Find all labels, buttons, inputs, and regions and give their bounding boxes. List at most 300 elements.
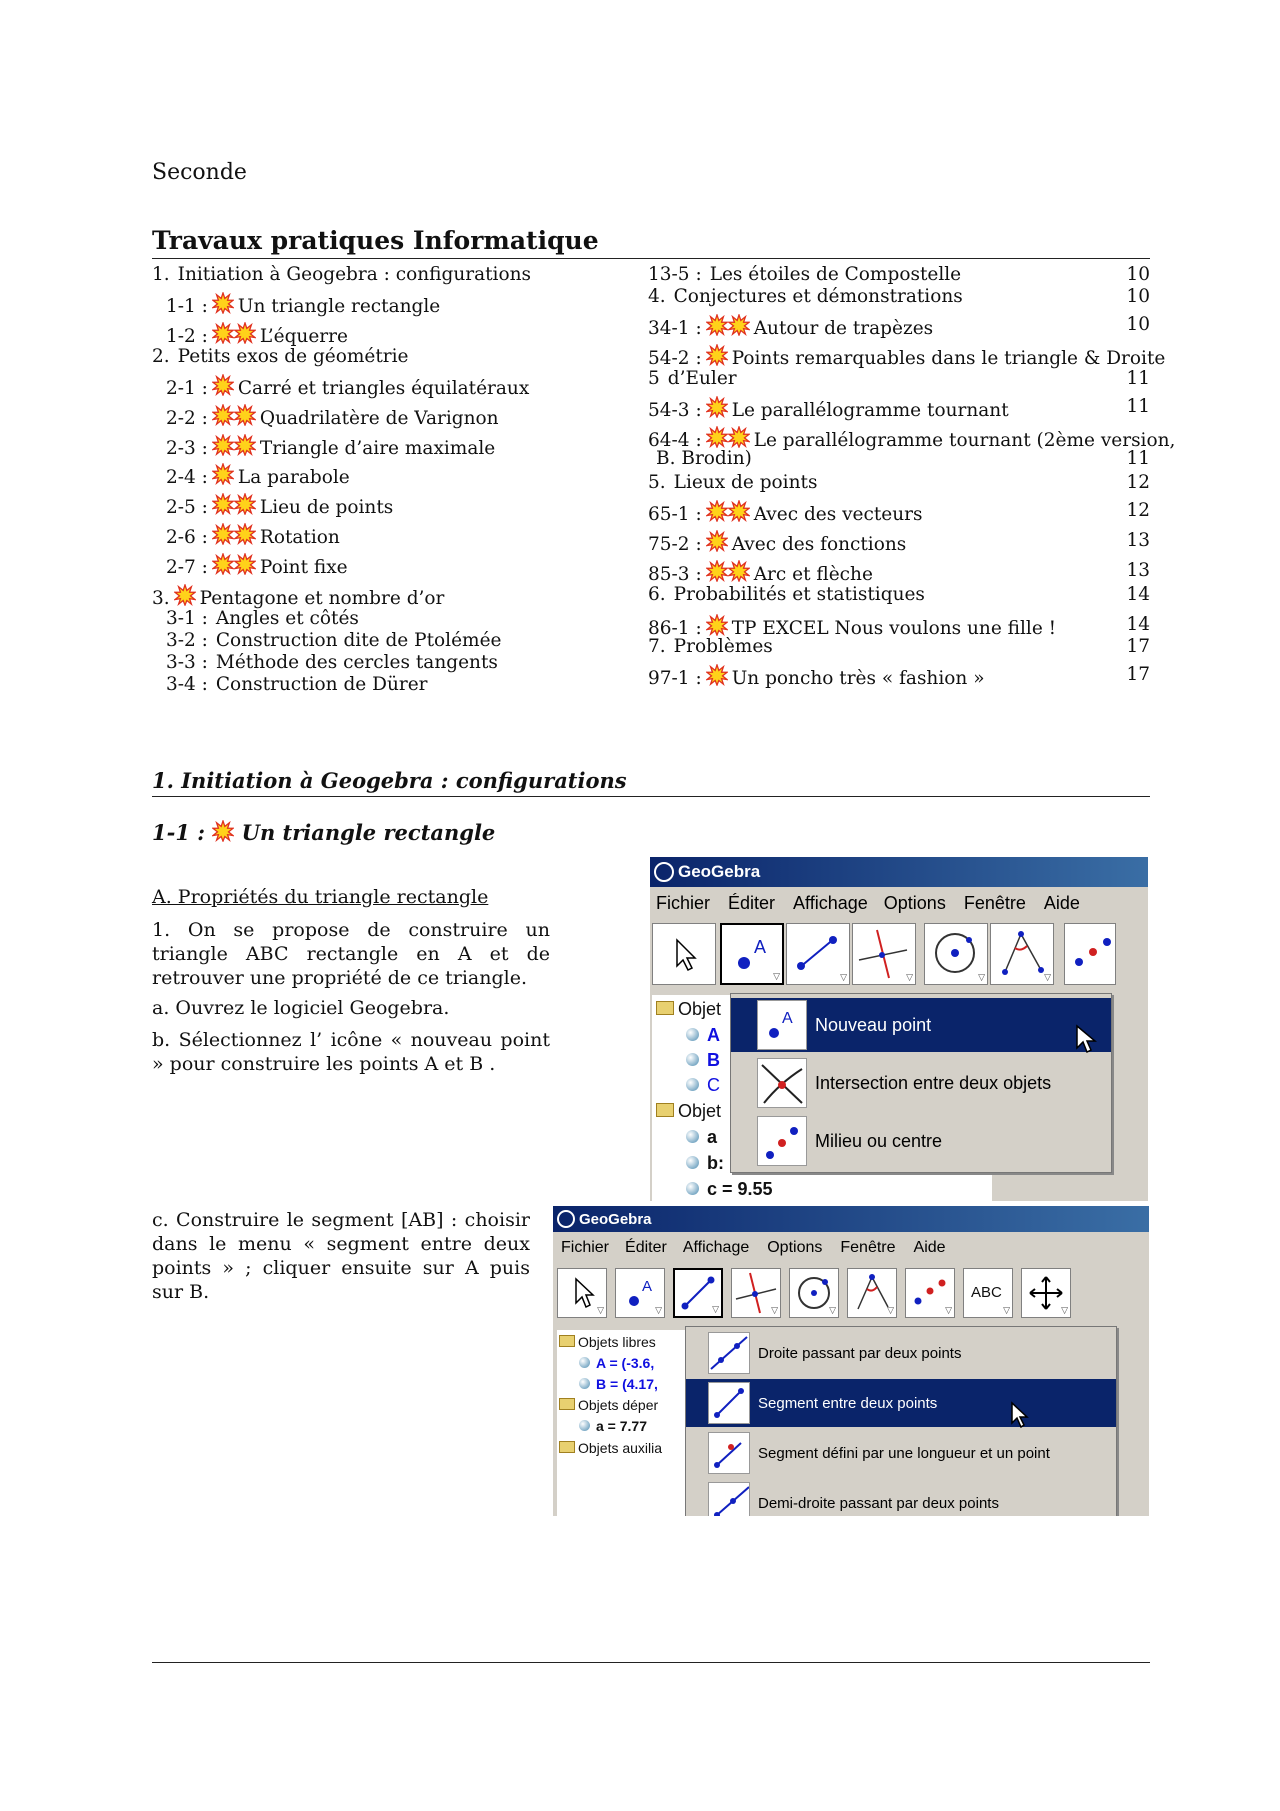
toc-entry[interactable] xyxy=(648,448,752,470)
toc-entry-number: 3-4 : xyxy=(166,674,208,695)
sphere-icon xyxy=(686,1078,699,1091)
toc-entry-label: B. Brodin) xyxy=(656,448,752,469)
tree-item-c[interactable] xyxy=(686,1075,720,1096)
toc-entry[interactable] xyxy=(648,264,961,286)
toc-page-number: 14 xyxy=(1126,614,1150,635)
star-icon xyxy=(212,404,234,426)
toc-page-number: 17 xyxy=(1126,664,1150,685)
toc-entry-label: Point fixe xyxy=(259,557,348,578)
toc-page-number: 12 xyxy=(1126,500,1150,521)
star-icon xyxy=(234,322,256,344)
toc-entry-label: Le parallélogramme tournant xyxy=(731,400,1009,421)
star-icon xyxy=(234,553,256,575)
subsection-title: Un triangle rectangle xyxy=(241,820,496,845)
part-a-heading: A. Propriétés du triangle rectangle xyxy=(152,886,489,908)
folder-dependent-objects xyxy=(656,1101,721,1122)
tool-angle[interactable] xyxy=(990,923,1054,985)
star-icon xyxy=(706,614,728,636)
star-icon xyxy=(234,404,256,426)
angle-tool-icon xyxy=(991,924,1051,982)
circle-tool-icon xyxy=(925,924,985,982)
toc-entry-stars xyxy=(706,534,728,555)
toc-entry[interactable] xyxy=(166,292,440,318)
dropdown-arrow-icon: ▽ xyxy=(771,1305,778,1315)
toc-entry-label: Les étoiles de Compostelle xyxy=(709,264,962,285)
toc-page-number: 14 xyxy=(1126,584,1150,605)
menu-fenetre[interactable]: Fenêtre xyxy=(840,1239,896,1256)
dropdown-arrow-icon: ▽ xyxy=(773,971,780,981)
app-icon xyxy=(557,1210,575,1228)
sphere-icon xyxy=(686,1053,699,1066)
menu-editer[interactable]: Éditer xyxy=(728,892,776,913)
toc-entry-number: 1-1 : xyxy=(166,296,208,317)
menu-aide[interactable]: Aide xyxy=(913,1239,946,1256)
tree-item-b[interactable] xyxy=(579,1376,658,1392)
toc-entry-number: 64-4 : xyxy=(648,430,702,451)
toc-entry-label: Conjectures et démonstrations xyxy=(673,286,963,307)
toc-entry-label: Initiation à Geogebra : configurations xyxy=(177,264,532,285)
section-heading: 1. Initiation à Geogebra : configurations xyxy=(152,768,627,793)
folder-auxiliary-objects xyxy=(559,1440,662,1456)
tool-perpendicular[interactable] xyxy=(731,1268,781,1318)
toc-entry[interactable] xyxy=(648,530,906,556)
tool-perpendicular[interactable] xyxy=(852,923,916,985)
toc-entry-label: Lieux de points xyxy=(673,472,818,493)
folder-free-objects xyxy=(656,999,721,1020)
star-icon xyxy=(212,553,234,575)
toc-entry-number: 2-5 : xyxy=(166,497,208,518)
toc-entry[interactable] xyxy=(152,346,409,368)
tree-item-label: b: xyxy=(707,1153,724,1173)
menu-item-label: Intersection entre deux objets xyxy=(815,1072,1052,1093)
star-icon xyxy=(212,322,234,344)
window-title: GeoGebra xyxy=(579,1210,652,1228)
toc-entry-number: 13-5 : xyxy=(648,264,702,285)
toc-entry-number: 54-2 : xyxy=(648,348,702,369)
toc-entry[interactable] xyxy=(648,314,933,340)
dropdown-arrow-icon: ▽ xyxy=(655,1305,662,1315)
toc-page-number: 11 xyxy=(1126,448,1150,469)
page-title: Travaux pratiques Informatique xyxy=(152,226,599,255)
toc-entry-number: 2-4 : xyxy=(166,467,208,488)
dropdown-arrow-icon: ▽ xyxy=(1061,1305,1068,1315)
toolbar xyxy=(557,1268,1073,1318)
menu-item-intersection[interactable] xyxy=(731,1056,1111,1110)
menu-affichage[interactable]: Affichage xyxy=(793,892,868,913)
svg-text:A: A xyxy=(782,1010,793,1027)
dropdown-arrow-icon: ▽ xyxy=(829,1305,836,1315)
toc-entry-number: 2-6 : xyxy=(166,527,208,548)
star-icon xyxy=(212,820,234,842)
paragraph-b: b. Sélectionnez l’ icône « nouveau point » pour construire les points A et B . xyxy=(152,1029,550,1075)
paragraph-c: c. Construire le segment [AB] : choisir dans le menu « segment entre deux points » ; cliquer ensuite sur A puis sur B. xyxy=(152,1209,530,1303)
toc-entry-label: Pentagone et nombre d’or xyxy=(199,588,445,609)
toc-entry-stars xyxy=(212,557,256,578)
toc-entry-number: 3-1 : xyxy=(166,608,208,629)
toc-entry-number: 1. xyxy=(152,264,170,285)
title-bar xyxy=(650,857,1148,887)
toc-entry-number: 4. xyxy=(648,286,666,307)
tree-folder-label: Objet xyxy=(678,999,722,1019)
star-icon xyxy=(212,434,234,456)
star-icon xyxy=(212,463,234,485)
tree-folder-label: Objet xyxy=(678,1101,722,1121)
subsection-heading xyxy=(152,820,495,845)
midpoint-tool-icon xyxy=(1065,924,1115,982)
toc-entry[interactable] xyxy=(152,584,444,610)
svg-text:A: A xyxy=(754,937,767,957)
menu-item-label: Segment défini par une longueur et un point xyxy=(758,1444,1050,1462)
dropdown-arrow-icon: ▽ xyxy=(712,1304,719,1314)
tree-item-b[interactable] xyxy=(686,1050,720,1071)
paragraph-1: 1. On se propose de construire un triangle ABC rectangle en A et de retrouver une propriété de ce triangle. xyxy=(152,919,550,989)
folder-icon xyxy=(656,1103,674,1117)
folder-icon xyxy=(559,1441,575,1453)
tree-item-label: B xyxy=(707,1050,720,1070)
star-icon xyxy=(706,664,728,686)
dropdown-arrow-icon: ▽ xyxy=(945,1305,952,1315)
tree-folder-label: Objets libres xyxy=(578,1334,656,1350)
toc-entry-stars xyxy=(212,527,256,548)
tool-circle[interactable] xyxy=(924,923,988,985)
toc-entry-label: Arc et flèche xyxy=(753,564,873,585)
subsection-number: 1-1 : xyxy=(152,820,206,845)
perpendicular-tool-icon xyxy=(853,924,913,982)
toc-entry-label: Méthode des cercles tangents xyxy=(215,652,498,673)
menu-item-label: Milieu ou centre xyxy=(815,1130,943,1151)
folder-icon xyxy=(559,1335,575,1347)
app-icon xyxy=(654,862,674,882)
toc-entry-stars xyxy=(706,318,750,339)
tool-line[interactable] xyxy=(786,923,850,985)
tree-folder-label: Objets auxilia xyxy=(578,1440,663,1456)
sphere-icon xyxy=(579,1378,590,1389)
tree-item-seg-a[interactable] xyxy=(579,1418,647,1434)
toc-entry-number: 1-2 : xyxy=(166,326,208,347)
toc-entry-label: Autour de trapèzes xyxy=(753,318,934,339)
point-icon xyxy=(757,1000,807,1050)
toc-entry-number: 6. xyxy=(648,584,666,605)
toc-entry-number: 75-2 : xyxy=(648,534,702,555)
toc-entry-stars xyxy=(212,296,234,317)
dropdown-arrow-icon: ▽ xyxy=(840,972,847,982)
toc-page-number: 10 xyxy=(1126,314,1150,335)
toc-entry-stars xyxy=(706,400,728,421)
star-icon xyxy=(212,374,234,396)
title-bar xyxy=(553,1206,1149,1232)
toc-page-number: 12 xyxy=(1126,472,1150,493)
toc-entry[interactable] xyxy=(648,472,817,494)
toc-entry[interactable] xyxy=(166,608,359,630)
toc-entry[interactable] xyxy=(166,523,340,549)
tool-midpoint[interactable] xyxy=(1064,923,1116,985)
tree-item-seg-c[interactable] xyxy=(686,1179,773,1200)
toc-entry[interactable] xyxy=(648,368,737,390)
text-tool-label: ABC xyxy=(971,1284,1002,1301)
menu-item-nouveau-point[interactable] xyxy=(731,998,1111,1052)
menu-item-segment-longueur[interactable] xyxy=(686,1429,1116,1477)
toc-entry-stars xyxy=(174,588,196,609)
toc-entry-label: Petits exos de géométrie xyxy=(177,346,409,367)
toc-entry-label: Probabilités et statistiques xyxy=(673,584,925,605)
line-icon xyxy=(708,1332,750,1374)
section-rule xyxy=(152,796,1150,797)
toc-entry-number: 3. xyxy=(152,588,170,609)
star-icon xyxy=(706,500,728,522)
toc-page-number: 11 xyxy=(1126,396,1150,417)
cursor-arrow-icon xyxy=(653,924,713,982)
tool-move[interactable] xyxy=(652,923,716,985)
tool-new-point[interactable] xyxy=(615,1268,665,1318)
toc-entry-stars xyxy=(212,408,256,429)
toc-entry[interactable] xyxy=(166,493,393,519)
geogebra-screenshot-2 xyxy=(553,1206,1149,1516)
toc-entry[interactable] xyxy=(648,560,873,586)
tool-circle[interactable] xyxy=(789,1268,839,1318)
toc-entry-label: Triangle d’aire maximale xyxy=(259,438,496,459)
toc-entry[interactable] xyxy=(648,664,985,690)
level-label: Seconde xyxy=(152,160,247,185)
dropdown-arrow-icon: ▽ xyxy=(1003,1305,1010,1315)
star-icon xyxy=(728,314,750,336)
intersection-icon xyxy=(757,1058,807,1108)
toc-entry-stars xyxy=(706,668,728,689)
toolbar xyxy=(652,923,1118,985)
menu-fenetre[interactable]: Fenêtre xyxy=(963,892,1026,913)
toc-entry-number: 2-3 : xyxy=(166,438,208,459)
menu-item-droite[interactable] xyxy=(686,1329,1116,1377)
toc-entry[interactable] xyxy=(648,500,923,526)
toc-entry-stars xyxy=(212,326,256,347)
menu-fichier[interactable]: Fichier xyxy=(656,892,711,913)
toc-entry-stars xyxy=(706,564,750,585)
toc-entry-number: 86-1 : xyxy=(648,618,702,639)
tree-item-label: a xyxy=(707,1127,718,1147)
toc-entry-number: 5. xyxy=(648,472,666,493)
star-icon xyxy=(234,523,256,545)
tree-item-label: B = (4.17, xyxy=(596,1376,658,1392)
star-icon xyxy=(706,314,728,336)
toc-entry-number: 2-2 : xyxy=(166,408,208,429)
toc-entry[interactable] xyxy=(166,434,495,460)
toc-entry[interactable] xyxy=(166,553,348,579)
tree-folder-label: Objets déper xyxy=(578,1397,659,1413)
toc-entry-label: Quadrilatère de Varignon xyxy=(259,408,499,429)
footer-rule xyxy=(152,1662,1150,1663)
star-icon xyxy=(212,523,234,545)
sphere-icon xyxy=(579,1420,590,1431)
toc-entry-number: 54-3 : xyxy=(648,400,702,421)
toc-entry-number: 2-1 : xyxy=(166,378,208,399)
point-tools-popup xyxy=(730,993,1112,1173)
toc-entry-label: TP EXCEL Nous voulons une fille ! xyxy=(731,618,1057,639)
window-title: GeoGebra xyxy=(678,862,761,881)
menu-item-milieu[interactable] xyxy=(731,1114,1111,1168)
menu-aide[interactable]: Aide xyxy=(1043,892,1080,913)
toc-entry-stars xyxy=(706,504,750,525)
star-icon xyxy=(728,426,750,448)
star-icon xyxy=(174,584,196,606)
tool-new-point[interactable] xyxy=(720,923,784,985)
segment-length-icon xyxy=(708,1432,750,1474)
tree-item-seg-a[interactable] xyxy=(686,1127,717,1148)
menu-item-segment[interactable] xyxy=(686,1379,1116,1427)
toc-entry[interactable] xyxy=(166,463,350,489)
toc-entry-label: Avec des fonctions xyxy=(731,534,907,555)
toc-entry[interactable] xyxy=(166,322,348,348)
toc-entry-stars xyxy=(706,348,728,369)
ray-icon xyxy=(708,1482,750,1516)
toc-entry[interactable] xyxy=(648,344,1165,370)
algebra-tree xyxy=(557,1330,687,1516)
toc-page-number: 11 xyxy=(1126,368,1150,389)
dropdown-arrow-icon: ▽ xyxy=(978,972,985,982)
toc-entry-label: Construction dite de Ptolémée xyxy=(215,630,502,651)
toc-entry-stars xyxy=(212,497,256,518)
sphere-icon xyxy=(686,1028,699,1041)
folder-free-objects xyxy=(559,1334,656,1350)
segment-icon xyxy=(708,1382,750,1424)
menu-editer[interactable]: Éditer xyxy=(625,1239,667,1256)
toc-page-number: 13 xyxy=(1126,530,1150,551)
toc-entry[interactable] xyxy=(166,630,501,652)
dropdown-arrow-icon: ▽ xyxy=(597,1305,604,1315)
toc-entry[interactable] xyxy=(648,584,925,606)
toc-entry[interactable] xyxy=(648,396,1009,422)
toc-entry-label: Angles et côtés xyxy=(215,608,359,629)
menu-item-label: Nouveau point xyxy=(815,1014,932,1035)
toc-entry-label: Construction de Dürer xyxy=(215,674,428,695)
toc-entry-label: Le parallélogramme tournant (2ème version, xyxy=(753,430,1176,451)
toc-entry[interactable] xyxy=(166,674,428,696)
toc-entry-label: Carré et triangles équilatéraux xyxy=(237,378,530,399)
menu-item-label: Droite passant par deux points xyxy=(758,1344,962,1362)
line-tools-popup xyxy=(685,1326,1117,1516)
toc-entry-label: d’Euler xyxy=(667,368,737,389)
tree-item-label: C xyxy=(707,1075,720,1095)
menu-options[interactable]: Options xyxy=(883,892,946,913)
toc-entry-stars xyxy=(212,438,256,459)
toc-entry-stars xyxy=(212,378,234,399)
toc-entry[interactable] xyxy=(152,264,531,286)
toc-entry-number: 65-1 : xyxy=(648,504,702,525)
menu-item-demi-droite[interactable] xyxy=(686,1479,1116,1516)
menu-bar xyxy=(553,1232,1149,1264)
toc-entry-label: L’équerre xyxy=(259,326,348,347)
tool-reflect[interactable] xyxy=(905,1268,955,1318)
star-icon xyxy=(706,530,728,552)
sphere-icon xyxy=(686,1182,699,1195)
star-icon xyxy=(706,344,728,366)
menu-options[interactable]: Options xyxy=(767,1239,823,1256)
toc-entry-label: Problèmes xyxy=(673,636,773,657)
folder-icon xyxy=(559,1398,575,1410)
toc-page-number: 10 xyxy=(1126,286,1150,307)
midpoint-icon xyxy=(757,1116,807,1166)
tool-segment[interactable] xyxy=(673,1268,723,1318)
toc-entry-number: 97-1 : xyxy=(648,668,702,689)
toc-entry-number: 7. xyxy=(648,636,666,657)
segment-tool-icon xyxy=(787,924,847,982)
sphere-icon xyxy=(686,1130,699,1143)
tool-text[interactable] xyxy=(963,1268,1013,1318)
toc-entry-label: Rotation xyxy=(259,527,340,548)
tool-angle[interactable] xyxy=(847,1268,897,1318)
tree-item-label: A xyxy=(707,1025,720,1045)
toc-entry[interactable] xyxy=(166,374,529,400)
menu-affichage[interactable]: Affichage xyxy=(682,1239,750,1256)
star-icon xyxy=(234,434,256,456)
toc-page-number: 17 xyxy=(1126,636,1150,657)
toc-entry-number: 85-3 : xyxy=(648,564,702,585)
toc-entry[interactable] xyxy=(166,404,499,430)
star-icon xyxy=(728,560,750,582)
star-icon xyxy=(728,500,750,522)
toc-entry[interactable] xyxy=(166,652,498,674)
star-icon xyxy=(706,396,728,418)
dropdown-arrow-icon: ▽ xyxy=(1044,972,1051,982)
toc-entry-label: Lieu de points xyxy=(259,497,394,518)
toc-entry-stars xyxy=(212,467,234,488)
star-icon xyxy=(706,426,728,448)
toc-entry-number: 3-2 : xyxy=(166,630,208,651)
toc-entry-label: La parabole xyxy=(237,467,350,488)
menu-bar xyxy=(650,887,1148,919)
folder-icon xyxy=(656,1001,674,1015)
toc-entry-number: 2. xyxy=(152,346,170,367)
tool-move[interactable] xyxy=(557,1268,607,1318)
toc-entry-number: 3-3 : xyxy=(166,652,208,673)
toc-entry-number: 2-7 : xyxy=(166,557,208,578)
folder-dependent-objects xyxy=(559,1397,658,1413)
tree-item-label: c = 9.55 xyxy=(707,1179,773,1199)
sphere-icon xyxy=(686,1156,699,1169)
sphere-icon xyxy=(579,1357,590,1368)
toc-page-number: 10 xyxy=(1126,264,1150,285)
geogebra-screenshot-1 xyxy=(650,857,1148,1201)
tree-item-seg-b[interactable] xyxy=(686,1153,724,1174)
mouse-cursor-icon xyxy=(1010,1401,1030,1429)
svg-text:A: A xyxy=(642,1278,653,1295)
star-icon xyxy=(212,292,234,314)
toc-entry[interactable] xyxy=(648,286,963,308)
tree-item-a[interactable] xyxy=(579,1355,654,1371)
toc-page-number: 13 xyxy=(1126,560,1150,581)
dropdown-arrow-icon: ▽ xyxy=(887,1305,894,1315)
toc-entry-label: Avec des vecteurs xyxy=(753,504,923,525)
mouse-cursor-icon xyxy=(1075,1024,1097,1054)
title-rule xyxy=(152,258,1150,259)
tree-item-label: a = 7.77 xyxy=(596,1418,647,1434)
menu-item-label: Segment entre deux points xyxy=(758,1394,938,1412)
toc-entry-number: 5 xyxy=(648,368,660,389)
star-icon xyxy=(706,560,728,582)
menu-item-label: Demi-droite passant par deux points xyxy=(758,1494,999,1512)
star-icon xyxy=(234,493,256,515)
toc-entry-label: Points remarquables dans le triangle & Droite xyxy=(731,348,1166,369)
paragraph-a: a. Ouvrez le logiciel Geogebra. xyxy=(152,997,450,1019)
tool-move-view[interactable] xyxy=(1021,1268,1071,1318)
dropdown-arrow-icon: ▽ xyxy=(906,972,913,982)
toc-entry-number: 34-1 : xyxy=(648,318,702,339)
toc-entry-label: Un triangle rectangle xyxy=(237,296,441,317)
menu-fichier[interactable]: Fichier xyxy=(561,1239,610,1256)
tree-item-a[interactable] xyxy=(686,1025,720,1046)
tree-item-label: A = (-3.6, xyxy=(596,1355,655,1371)
toc-entry[interactable] xyxy=(648,636,773,658)
toc-entry-label: Un poncho très « fashion » xyxy=(731,668,985,689)
star-icon xyxy=(212,493,234,515)
